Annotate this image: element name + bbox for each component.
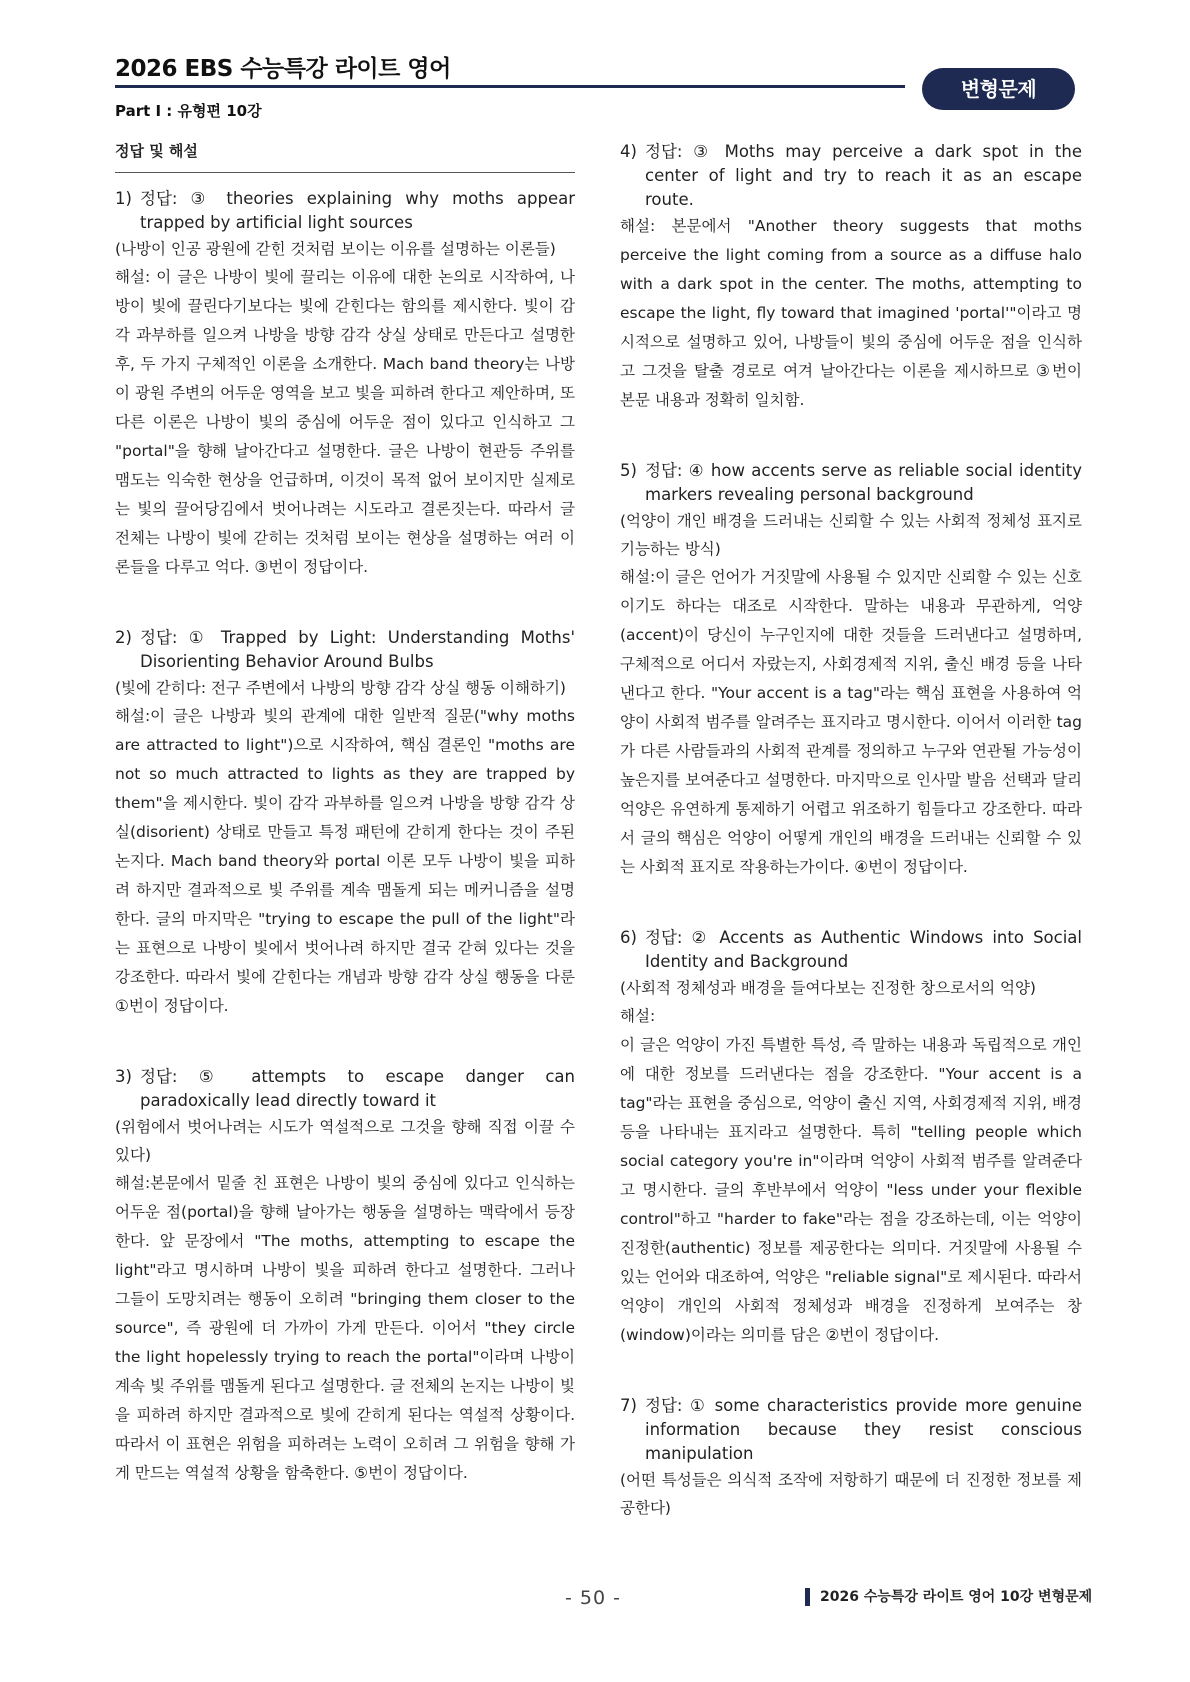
page-number: - 50 - (565, 1587, 621, 1609)
translation: (사회적 정체성과 배경을 들여다보는 진정한 창으로서의 억양) (620, 979, 1036, 997)
explanation: 해설:이 글은 언어가 거짓말에 사용될 수 있지만 신뢰할 수 있는 신호이기도 하다는 대조로 시작한다. 말하는 내용과 무관하게, 억양(accent)이 당신이 누구인지에 대한 것들을 드러낸다고 설명하며, 구체적으로 어디서 자랐는지, 사회경제적 지위, 출신 배경 등을 나타낸다고 한다. "Your accent is a tag"라는 핵심 표현을 사용하여 억양이 사회적 범주를 알려주는 표지라고 명시한다. 이어서 이러한 tag가 다른 사람들과의 사회적 관계를 정의하고 누구와 연관될 가능성이 높은지를 보여준다고 설명한다. 마지막으로 인사말 발음 선택과 달리 억양은 유연하게 통제하기 어렵고 위조하기 힘들다고 강조한다. 따라서 글의 핵심은 억양이 어떻게 개인의 배경을 드러내는 신뢰할 수 있는 사회적 표지로 작용하는가이다. ④번이 정답이다. (620, 568, 1082, 876)
answer-line (115, 187, 575, 235)
part-label: Part Ⅰ : 유형편 10강 (115, 102, 262, 120)
explanation: 해설: 본문에서 "Another theory suggests that moths perceive the light coming from a source as a diffuse halo with a dark spot in the center. The moths, attempting to escape the light, fly toward that imagined 'portal'"이라고 명시적으로 설명하고 있어, 나방들이 빛의 중심에 어두운 점을 인식하고 그것을 탈출 경로로 여겨 날아간다는 이론을 제시하므로 ③번이 본문 내용과 정확히 일치함. (620, 217, 1082, 409)
answer-item-6 (620, 926, 1082, 1350)
answer-line (115, 1065, 575, 1113)
answer-item-4 (620, 140, 1082, 415)
answer-line (620, 926, 1082, 974)
answer-line (115, 626, 575, 674)
answer-text: 정답: ① some characteristics provide more genuine information because they resist conscious manipulation (645, 1396, 1082, 1463)
explanation: 해설:이 글은 나방과 빛의 관계에 대한 일반적 질문("why moths are attracted to light")으로 시작하여, 핵심 결론인 "moths are not so much attracted to lights as they are trapped by them"을 제시한다. 빛이 감각 과부하를 일으켜 나방을 방향 감각 상실(disorient) 상태로 만들고 특정 패턴에 갇히게 한다는 것이 주된 논지다. Mach band theory와 portal 이론 모두 나방이 빛을 피하려 하지만 결과적으로 빛 주위를 계속 맴돌게 되는 메커니즘을 설명한다. 글의 마지막은 "trying to escape the pull of the light"라는 표현으로 나방이 빛에서 벗어나려 하지만 결국 갇혀 있다는 것을 강조한다. 따라서 빛에 갇힌다는 개념과 방향 감각 상실 행동을 다룬 ①번이 정답이다. (115, 707, 575, 1015)
item-number: 3) (115, 1067, 132, 1086)
page-header (115, 50, 1075, 130)
header-rule (115, 85, 905, 88)
answer-text: 정답: ③ theories explaining why moths appear trapped by artificial light sources (140, 189, 575, 232)
answer-line (620, 1394, 1082, 1466)
answer-item-5 (620, 459, 1082, 882)
item-number: 7) (620, 1396, 637, 1415)
explanation-label: 해설: (620, 1007, 656, 1025)
answer-item-7 (620, 1394, 1082, 1522)
answer-text: 정답: ③ Moths may perceive a dark spot in the center of light and try to reach it as an escape route. (645, 142, 1082, 209)
explanation: 해설: 이 글은 나방이 빛에 끌리는 이유에 대한 논의로 시작하여, 나방이 빛에 끌린다기보다는 빛에 갇힌다는 함의를 제시한다. 빛이 감각 과부하를 일으켜 나방을 방향 감각 상실 상태로 만든다고 설명한 후, 두 가지 구체적인 이론을 소개한다. Mach band theory는 나방이 광원 주변의 어두운 영역을 보고 빛을 피하려 한다고 제안하며, 또 다른 이론은 나방이 빛의 중심에 어두운 점이 있다고 인식하고 그 "portal"을 향해 날아간다고 설명한다. 글은 나방이 현관등 주위를 맴도는 익숙한 현상을 언급하며, 이것이 목적 없어 보이지만 실제로는 빛의 끌어당김에서 벗어나려는 시도라고 결론짓는다. 따라서 글 전체는 나방이 빛에 갇히는 것처럼 보이는 현상을 설명하는 여러 이론들을 다루고 억다. ③번이 정답이다. (115, 268, 575, 576)
variant-badge: 변형문제 (922, 68, 1075, 110)
left-column (115, 140, 575, 1488)
answer-text: 정답: ④ how accents serve as reliable social identity markers revealing personal background (645, 461, 1082, 504)
item-number: 1) (115, 189, 132, 208)
translation: (억양이 개인 배경을 드러내는 신뢰할 수 있는 사회적 정체성 표지로 기능하는 방식) (620, 512, 1082, 558)
answer-line (620, 459, 1082, 507)
item-number: 4) (620, 142, 637, 161)
translation: (위험에서 벗어나려는 시도가 역설적으로 그것을 향해 직접 이끌 수 있다) (115, 1118, 575, 1164)
answer-text: 정답: ⑤ attempts to escape danger can paradoxically lead directly toward it (140, 1067, 575, 1110)
item-number: 2) (115, 628, 132, 647)
book-title: 2026 EBS 수능특강 라이트 영어 (115, 56, 451, 82)
item-number: 5) (620, 461, 637, 480)
answer-item-1 (115, 187, 575, 582)
translation: (어떤 특성들은 의식적 조작에 저항하기 때문에 더 진정한 정보를 제공한다) (620, 1471, 1082, 1517)
explanation: 이 글은 억양이 가진 특별한 특성, 즉 말하는 내용과 독립적으로 개인에 대한 정보를 드러낸다는 점을 강조한다. "Your accent is a tag"라는 표현을 중심으로, 억양이 출신 지역, 사회경제적 지위, 배경 등을 나타내는 표지라고 설명한다. 특히 "telling people which social category you're in"이라며 억양이 사회적 범주를 알려준다고 명시한다. 글의 후반부에서 억양이 "less under your flexible control"하고 "harder to fake"라는 점을 강조하는데, 이는 억양이 진정한(authentic) 정보를 제공한다는 의미다. 거짓말에 사용될 수 있는 언어와 대조하여, 억양은 "reliable signal"로 제시된다. 따라서 억양이 개인의 사회적 정체성과 배경을 진정하게 보여주는 창(window)이라는 의미를 담은 ②번이 정답이다. (620, 1036, 1082, 1344)
answer-line (620, 140, 1082, 212)
section-title: 정답 및 해설 (115, 142, 198, 160)
translation: (나방이 인공 광원에 갇힌 것처럼 보이는 이유를 설명하는 이론들) (115, 240, 556, 258)
section-divider (115, 172, 575, 173)
translation: (빛에 갇히다: 전구 주변에서 나방의 방향 감각 상실 행동 이해하기) (115, 679, 566, 697)
answer-item-3 (115, 1065, 575, 1488)
footer-title: 2026 수능특강 라이트 영어 10강 변형문제 (805, 1588, 1092, 1606)
answer-item-2 (115, 626, 575, 1021)
answer-text: 정답: ① Trapped by Light: Understanding Moths' Disorienting Behavior Around Bulbs (140, 628, 575, 671)
item-number: 6) (620, 928, 637, 947)
explanation: 해설:본문에서 밑줄 친 표현은 나방이 빛의 중심에 있다고 인식하는 어두운 점(portal)을 향해 날아가는 행동을 설명하는 맥락에서 등장한다. 앞 문장에서 "The moths, attempting to escape the light"라고 명시하며 나방이 빛을 피하려 한다고 설명한다. 그러나 그들이 도망치려는 행동이 오히려 "bringing them closer to the source", 즉 광원에 더 가까이 가게 만든다. 이어서 "they circle the light hopelessly trying to reach the portal"이라며 나방이 계속 빛 주위를 맴돌게 된다고 설명한다. 글 전체의 논지는 나방이 빛을 피하려 하지만 결과적으로 빛에 갇히게 된다는 역설적 상황이다. 따라서 이 표현은 위험을 피하려는 노력이 오히려 그 위험을 향해 가게 만드는 역설적 상황을 함축한다. ⑤번이 정답이다. (115, 1174, 575, 1482)
right-column (620, 140, 1082, 1522)
answer-text: 정답: ② Accents as Authentic Windows into Social Identity and Background (645, 928, 1082, 971)
